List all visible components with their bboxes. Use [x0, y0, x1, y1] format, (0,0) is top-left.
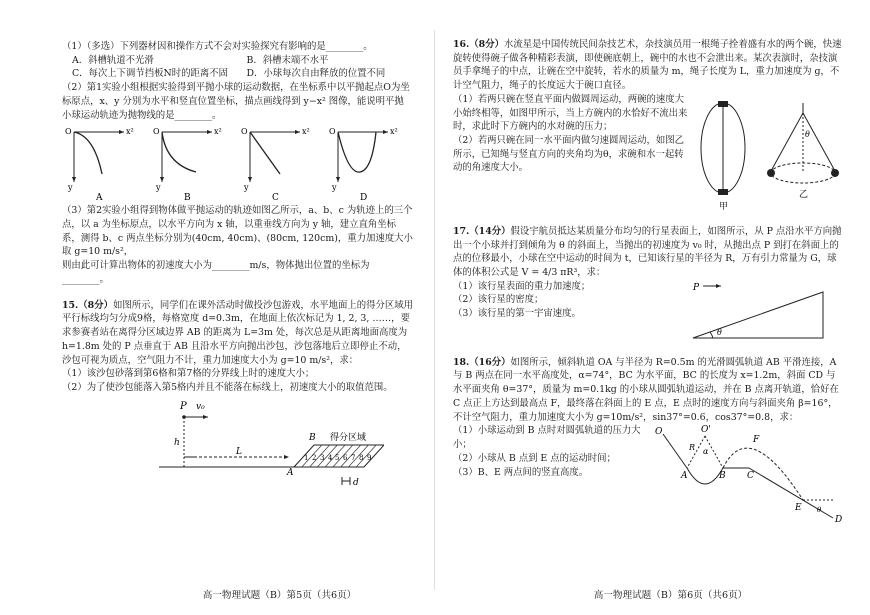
- axis-y: y: [156, 183, 161, 193]
- q18-sub3: （3）B、E 两点间的竖直高度。: [453, 466, 589, 478]
- q16-subs-row: [453, 93, 844, 211]
- alpha-label: α: [703, 447, 709, 457]
- q18-number: 18.（16分）: [453, 356, 511, 368]
- q15-text: [62, 299, 413, 368]
- graph-label: C: [272, 193, 279, 204]
- right-footer: 高一物理试题（B）第6页（共6页）: [593, 590, 748, 601]
- q18-sub2: （2）小球从 B 点到 E 点的运动时间；: [453, 452, 616, 464]
- q15-sub1: （1）该沙包砂落到第6格和第7格的分界线上时的速度大小；: [62, 368, 315, 380]
- cell-2: 2: [312, 453, 317, 462]
- cell-5: 5: [335, 453, 340, 462]
- graph-label: A: [96, 193, 103, 204]
- q18-sub1: （1）小球运动到 B 点时对圆弧轨道的压力大小；: [453, 425, 641, 451]
- h-label: h: [174, 437, 180, 448]
- theta-label: θ: [817, 506, 822, 515]
- q15-body: 如图所示，同学们在课外活动时做投沙包游戏，水平地面上的得分区域用平行标线均匀分成9格，每格宽度 d=0.3m，在地面上依次标记为 1, 2, 3, ……，要求参赛者站在离得分区域边界 AB 的距离为 L=3m 处，每次总是从距离地面高度为 h=1.8m 处的 P 点垂直于 AB 且沿水平方向抛出沙包，沙包落地后立即停止不动，沙包可视为质点，空气阻力不计，重力加速度大小为 g=10 m/s²，求：: [62, 299, 413, 366]
- q16-number: 16.（8分）: [453, 39, 504, 50]
- graph-c: [241, 127, 310, 203]
- cell-4: 4: [328, 453, 333, 462]
- cell-3: 3: [320, 453, 325, 462]
- q17-subs-row: [453, 280, 844, 342]
- axis-x: x²: [390, 127, 398, 137]
- q18-subs: [453, 424, 653, 524]
- cell-6: 6: [343, 453, 348, 462]
- q17-subs: [453, 280, 673, 342]
- axis-origin: O: [329, 127, 336, 137]
- axis-origin: O: [241, 127, 248, 137]
- axis-y: y: [68, 183, 73, 193]
- q16-body: 水流星是中国传统民间杂技艺术，杂技演员用一根绳子拴着盛有水的两个碗，快速旋转使得碗子做各种精彩表演，即使碗底朝上，碗中的水也不会泄出来。某次表演时，杂技演员手拿绳子的中点，让碗在空中旋转，若水的质量为 m，绳子长度为 L，重力加速度为 g，不计空气阻力，绳子的长度远大于碗口直径。: [453, 39, 842, 92]
- graph-d: [329, 127, 398, 203]
- q15-figure: [84, 397, 384, 492]
- q17-sub2: （2）该行星的密度；: [453, 294, 544, 306]
- point-p: P: [180, 400, 187, 412]
- l-label: L: [236, 446, 242, 457]
- q17-sub3: （3）该行星的第一宇宙速度。: [453, 308, 581, 320]
- graph-label: D: [360, 193, 368, 204]
- q14-part1: （1）（多选）下列器材因和操作方式不会对实验探究有影响的是________。: [62, 41, 373, 52]
- point-p: P: [693, 282, 700, 293]
- cell-numbers: [304, 454, 371, 462]
- point-e: E: [795, 503, 802, 514]
- axis-origin: O: [65, 127, 72, 137]
- d-label: d: [353, 477, 359, 488]
- axis-x: x²: [126, 127, 134, 137]
- left-footer: 高一物理试题（B）第5页（共6页）: [202, 590, 357, 601]
- point-d: D: [835, 515, 843, 525]
- axis-x: x²: [214, 127, 222, 137]
- zone-label: 得分区域: [330, 432, 367, 443]
- q18-body: 如图所示，倾斜轨道 OA 与半径为 R=0.5m 的光滑圆弧轨道 AB 平滑连接，A 与 B 两点在同一水平高度处，α=74°，BC 为水平面，BC 的长度为 x=1.2m，斜面 CD 与水平面夹角 θ=37°，质量为 m=0.1kg 的小球从圆弧轨道运动，并在 B 点离开轨道，恰好在 C 点正上方达到最高点 F，最终落在斜面上的 E 点，E 点时的速度方向与斜面夹角 β=16°，不计空气阻力，重力加速度大小为 g=10m/s²，sin37°=0.6，cos37°=0.8，求：: [453, 356, 839, 423]
- q16-text: [453, 38, 844, 93]
- option-c: C．每次上下调节挡板N时的距离不固: [72, 68, 229, 80]
- q17-number: 17.（14分）: [453, 225, 511, 237]
- q17-body: 假设宇航员抵达某质量分布均匀的行星表面上，如图所示，从 P 点沿水平方向抛出一个小球并打到倾角为 θ 的斜面上，当抛出的初速度为 v₀ 时，从抛出点 P 到打在斜面上的点的位移最小，小球在空中运动的时间为 t，已知该行星的半径为 R，万有引力常量为 G，球体的体积公式是 V = 4/3 πR³，求：: [453, 225, 842, 279]
- q14-part3b: 则由此可计算出物体的初速度大小为________m/s，物体抛出位置的坐标为________。: [62, 260, 370, 285]
- axis-y: y: [332, 183, 337, 193]
- q14-part1-options: [72, 54, 413, 81]
- graph-a: [65, 127, 134, 203]
- q16-sub1: （1）若两只碗在竖直平面内做圆周运动，两碗的速度大小始终相等，如图甲所示，当上方碗内的水恰好不流出来时，求此时下方碗内的水对碗的压力；: [453, 93, 688, 133]
- q14-part3a: （3）第2实验小组得到物体做平抛运动的轨迹如图乙所示，a、b、c 为轨迹上的三个点，以 a 为坐标原点，以水平方向为 x 轴，以重垂线方向为 y 轴，建立直角坐标系，测得 b、c 两点坐标分别为(40cm, 40cm)、(80cm, 120cm)，重力加速度大小取 g=10 m/s²，: [62, 205, 413, 258]
- q17-figure: [673, 280, 833, 342]
- q18-subs-row: [453, 424, 844, 524]
- q16-block: [453, 38, 844, 211]
- axis-x: x²: [302, 127, 310, 137]
- theta-label: θ: [805, 129, 810, 139]
- option-b: B．斜槽末端不水平: [246, 54, 329, 66]
- v0-label: v₀: [196, 401, 205, 412]
- q14-part2: （2）第1实验小组根据实验得到平抛小球的运动数据，在坐标系中以平抛起点O为坐标原点，x、y 分别为水平和竖直位置坐标，描点画线得到 y−x² 图像，能说明平抛小球运动轨迹为抛物线的是________。: [62, 82, 410, 121]
- point-o-prime: O': [701, 425, 711, 436]
- cell-7: 7: [351, 453, 356, 462]
- q16-figure: [693, 93, 843, 211]
- q17-sub1: （1）该行星表面的重力加速度；: [453, 280, 591, 292]
- cell-9: 9: [367, 453, 372, 462]
- point-a: A: [287, 467, 294, 478]
- q17-text: [453, 225, 844, 280]
- right-page: [435, 0, 870, 615]
- point-b: B: [719, 471, 726, 482]
- graph-b: [153, 127, 222, 203]
- cell-1: 1: [304, 453, 309, 462]
- graph-label: B: [184, 193, 191, 204]
- fig-yi: 乙: [799, 189, 809, 200]
- r-label: R: [689, 443, 696, 453]
- q15-sub2: （2）为了使沙包能落入第5格内并且不能落在标线上，初速度大小的取值范围。: [62, 381, 393, 393]
- point-a: A: [681, 471, 688, 482]
- point-c: C: [747, 471, 754, 482]
- q18-text: [453, 356, 844, 425]
- point-o: O: [655, 427, 663, 438]
- q18-figure: [653, 424, 843, 524]
- q15-number: 15.（8分）: [62, 299, 113, 311]
- cell-8: 8: [359, 453, 364, 462]
- theta-label: θ: [717, 327, 722, 337]
- q16-sub2: （2）若两只碗在同一水平面内做匀速圆周运动，如图乙所示，已知绳与竖直方向的夹角均为θ，求碗和水一起转动的角速度大小。: [453, 135, 684, 174]
- q16-subs: [453, 93, 689, 211]
- option-a: A．斜槽轨道不光滑: [72, 54, 154, 66]
- axis-y: y: [244, 183, 249, 193]
- fig-jia: 甲: [719, 201, 729, 211]
- option-d: D．小球每次自由释放的位置不同: [246, 68, 386, 80]
- point-b: B: [309, 432, 316, 443]
- point-f: F: [753, 435, 760, 446]
- axis-origin: O: [153, 127, 160, 137]
- q14-graphs: [64, 124, 414, 204]
